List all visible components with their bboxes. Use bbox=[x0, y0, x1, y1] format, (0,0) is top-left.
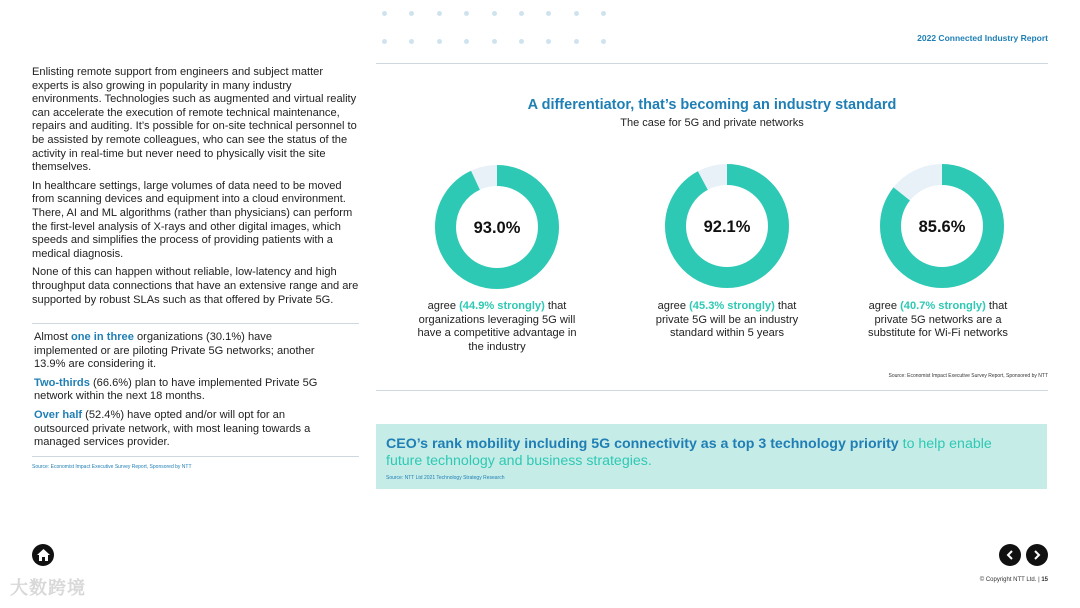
decorative-dot bbox=[382, 11, 387, 16]
stats-list bbox=[34, 331, 334, 455]
stat-item: Two-thirds (66.6%) plan to have implemented Private 5G network within the next 18 months. bbox=[34, 376, 318, 403]
decorative-dot bbox=[437, 39, 442, 44]
decorative-dot bbox=[492, 39, 497, 44]
donut-chart-1 bbox=[446, 176, 549, 279]
decorative-dot bbox=[519, 39, 524, 44]
donut-caption-3: agree (40.7% strongly) that private 5G networks are a substitute for Wi-Fi networks bbox=[868, 300, 1008, 340]
divider-top bbox=[376, 63, 1048, 64]
chevron-left-icon bbox=[1006, 550, 1014, 560]
decorative-dot bbox=[601, 39, 606, 44]
donut-chart-2 bbox=[676, 175, 779, 278]
previous-page-button[interactable] bbox=[999, 544, 1021, 566]
decorative-dot bbox=[574, 39, 579, 44]
decorative-dot bbox=[437, 11, 442, 16]
decorative-dot bbox=[546, 39, 551, 44]
chart-source: Source: Economist Impact Executive Survey Report, Sponsored by NTT bbox=[888, 373, 1048, 379]
paragraph: In healthcare settings, large volumes of data need to be moved from scanning devices and equipment into a cloud environment. There, AI and ML algorithms (rather than physicians) can perform the first-level analysis of X-rays and other digital images, which speeds and simplifies the process of providing patients with a medical diagnosis. bbox=[32, 179, 353, 260]
left-body-text bbox=[32, 66, 362, 312]
page-number: 15 bbox=[1041, 577, 1048, 583]
stat-item: Almost one in three organizations (30.1%) have implemented or are piloting Private 5G networks; another 13.9% are considering it. bbox=[34, 331, 315, 371]
banner-source: Source: NTT Ltd 2021 Technology Strategy Research bbox=[386, 475, 505, 481]
donut-value: 93.0% bbox=[473, 219, 521, 237]
chevron-right-icon bbox=[1033, 550, 1041, 560]
decorative-dot bbox=[464, 39, 469, 44]
divider-right bbox=[376, 390, 1048, 391]
divider-left-bottom bbox=[32, 456, 359, 457]
home-icon bbox=[37, 549, 50, 561]
left-source: Source: Economist Impact Executive Survey Report, Sponsored by NTT bbox=[32, 464, 192, 470]
next-page-button[interactable] bbox=[1026, 544, 1048, 566]
decorative-dot bbox=[601, 11, 606, 16]
donut-value: 85.6% bbox=[918, 218, 966, 236]
donut-caption-1: agree (44.9% strongly) that organizations leveraging 5G will have a competitive advantage in the industry bbox=[417, 300, 577, 353]
donut-charts bbox=[376, 150, 1048, 300]
stat-item: Over half (52.4%) have opted and/or will opt for an outsourced private network, with most leaning towards a managed services provider. bbox=[34, 408, 311, 449]
copyright: © Copyright NTT Ltd. | 15 bbox=[979, 577, 1048, 583]
decorative-dot bbox=[409, 11, 414, 16]
decorative-dot bbox=[546, 11, 551, 16]
decorative-dot bbox=[574, 11, 579, 16]
chart-subtitle: The case for 5G and private networks bbox=[620, 117, 804, 129]
watermark: 大数跨境 bbox=[10, 578, 86, 598]
donut-value: 92.1% bbox=[703, 218, 751, 236]
decorative-dot bbox=[519, 11, 524, 16]
paragraph: Enlisting remote support from engineers and subject matter experts is also growing in popularity in many industry environments. Technologies such as augmented and virtual reality can accelerate the execution of remote technical maintenance, repairs and auditing. It’s possible for on-site technical personnel to be assisted by remote colleagues, who can see the status of the activity in real-time but never need to physically visit the site themselves. bbox=[32, 66, 357, 174]
banner-text: CEO’s rank mobility including 5G connectivity as a top 3 technology priority to help enable future technology and business strategies. bbox=[386, 436, 992, 469]
report-title: 2022 Connected Industry Report bbox=[917, 33, 1048, 43]
decorative-dot bbox=[492, 11, 497, 16]
ceo-banner bbox=[376, 424, 1047, 489]
home-button[interactable] bbox=[32, 544, 54, 566]
decorative-dot bbox=[382, 39, 387, 44]
donut-caption-2: agree (45.3% strongly) that private 5G will be an industry standard within 5 years bbox=[655, 300, 799, 340]
chart-title: A differentiator, that’s becoming an industry standard bbox=[527, 97, 897, 113]
decorative-dot bbox=[464, 11, 469, 16]
decorative-dot bbox=[409, 39, 414, 44]
donut-chart-3 bbox=[891, 175, 994, 278]
divider-left-top bbox=[32, 323, 359, 324]
paragraph: None of this can happen without reliable, low-latency and high throughput data connections that have an extensive range and are supported by robust SLAs such as that offered by Private 5G. bbox=[32, 266, 359, 306]
